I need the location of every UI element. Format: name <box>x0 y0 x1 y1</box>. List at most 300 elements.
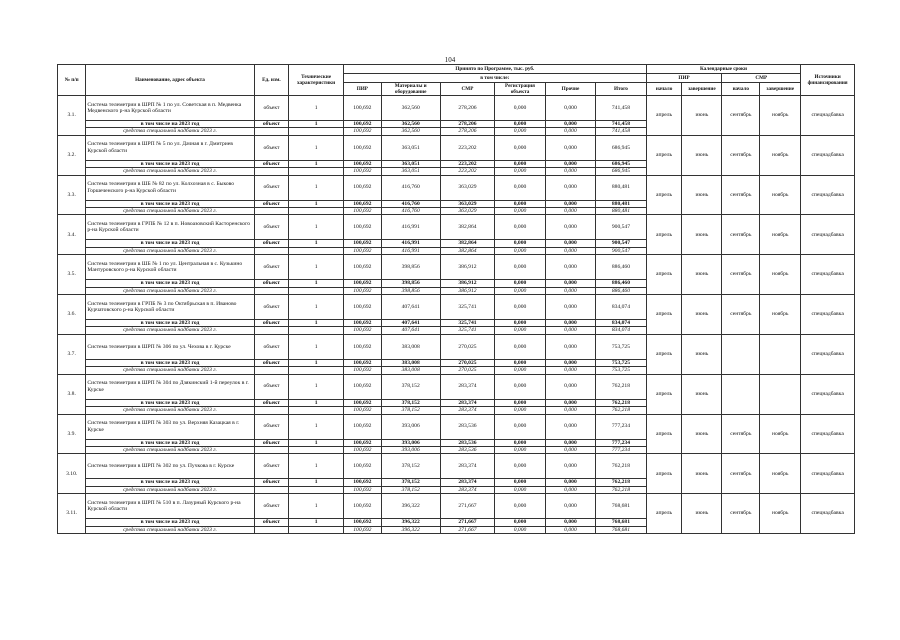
empty-cell <box>254 247 289 254</box>
subtotal-pir-value: 100,692 <box>343 359 381 366</box>
quantity-value: 1 <box>289 96 344 121</box>
special-allowance-label: средства специальной надбавки 2023 г. <box>86 486 254 493</box>
pir-start-value: апрель <box>646 454 682 494</box>
materials-value: 398,856 <box>381 255 440 280</box>
smr-end-value: ноябрь <box>760 414 801 454</box>
subtotal-total-value: 762,218 <box>596 399 647 406</box>
pir-start-value: апрель <box>646 135 682 175</box>
subtotal-registration-value: 0,000 <box>495 121 545 128</box>
total-value: 762,218 <box>596 374 647 399</box>
pir-value: 100,692 <box>343 255 381 280</box>
subtotal-materials-value: 393,006 <box>381 439 440 446</box>
unit-value: объект <box>254 320 289 327</box>
quantity-value: 1 <box>289 280 344 287</box>
subtotal-pir-value: 100,692 <box>343 200 381 207</box>
unit-value: объект <box>254 414 289 439</box>
unit-value: объект <box>254 160 289 167</box>
subtotal-registration-value: 0,000 <box>495 160 545 167</box>
subtotal-pir-value: 100,692 <box>343 240 381 247</box>
other-value: 0,000 <box>545 334 595 359</box>
total-value: 762,218 <box>596 454 647 479</box>
table-row <box>58 255 855 280</box>
subtotal-materials-value: 396,322 <box>381 519 440 526</box>
pir-start-value: апрель <box>646 414 682 454</box>
subtotal-label: в том числе на 2023 год <box>86 439 254 446</box>
special-other-value: 0,000 <box>545 168 595 175</box>
smr-start-value: сентябрь <box>722 255 760 295</box>
subtotal-materials-value: 416,991 <box>381 240 440 247</box>
subtotal-smr-value: 223,202 <box>440 160 495 167</box>
registration-value: 0,000 <box>495 494 545 519</box>
pir-value: 100,692 <box>343 414 381 439</box>
smr-start-value <box>722 334 760 374</box>
row-number: 3.10. <box>58 454 86 494</box>
empty-cell <box>289 247 344 254</box>
col-smr-end-header: завершение <box>760 83 801 96</box>
col-materials-header: Материалы и оборудование <box>381 83 440 96</box>
pir-value: 100,692 <box>343 215 381 240</box>
quantity-value: 1 <box>289 519 344 526</box>
empty-cell <box>289 486 344 493</box>
smr-value: 283,536 <box>440 414 495 439</box>
special-registration-value: 0,000 <box>495 327 545 334</box>
pir-end-value: июнь <box>682 374 722 414</box>
special-other-value: 0,000 <box>545 526 595 533</box>
funding-value: спецнадбавка <box>801 255 855 295</box>
col-tech-header: Технические характеристики <box>289 65 344 96</box>
pir-value: 100,692 <box>343 374 381 399</box>
unit-value: объект <box>254 200 289 207</box>
other-value: 0,000 <box>545 96 595 121</box>
empty-cell <box>254 526 289 533</box>
registration-value: 0,000 <box>495 334 545 359</box>
special-registration-value: 0,000 <box>495 247 545 254</box>
subtotal-smr-value: 382,864 <box>440 240 495 247</box>
special-other-value: 0,000 <box>545 247 595 254</box>
pir-value: 100,692 <box>343 334 381 359</box>
subtotal-other-value: 0,000 <box>545 359 595 366</box>
subtotal-smr-value: 363,029 <box>440 200 495 207</box>
special-pir-value: 100,692 <box>343 128 381 135</box>
special-smr-value: 271,667 <box>440 526 495 533</box>
quantity-value: 1 <box>289 454 344 479</box>
total-value: 834,074 <box>596 295 647 320</box>
special-allowance-label: средства специальной надбавки 2023 г. <box>86 327 254 334</box>
special-smr-value: 223,202 <box>440 168 495 175</box>
smr-start-value: сентябрь <box>722 135 760 175</box>
quantity-value: 1 <box>289 135 344 160</box>
table-row <box>58 215 855 240</box>
unit-value: объект <box>254 334 289 359</box>
subtotal-materials-value: 383,008 <box>381 359 440 366</box>
special-total-value: 741,458 <box>596 128 647 135</box>
unit-value: объект <box>254 255 289 280</box>
quantity-value: 1 <box>289 240 344 247</box>
materials-value: 396,322 <box>381 494 440 519</box>
pir-end-value: июнь <box>682 96 722 136</box>
special-materials-value: 407,641 <box>381 327 440 334</box>
empty-cell <box>254 367 289 374</box>
table-row <box>58 334 855 359</box>
funding-value: спецнадбавка <box>801 295 855 335</box>
pir-end-value: июнь <box>682 334 722 374</box>
pir-end-value: июнь <box>682 414 722 454</box>
special-total-value: 762,218 <box>596 486 647 493</box>
special-smr-value: 278,206 <box>440 128 495 135</box>
materials-value: 416,760 <box>381 175 440 200</box>
col-other-header: Прочие <box>545 83 595 96</box>
pir-start-value: апрель <box>646 295 682 335</box>
special-other-value: 0,000 <box>545 367 595 374</box>
pir-end-value: июнь <box>682 175 722 215</box>
table-row <box>58 175 855 200</box>
pir-end-value: июнь <box>682 295 722 335</box>
other-value: 0,000 <box>545 454 595 479</box>
smr-start-value: сентябрь <box>722 295 760 335</box>
special-pir-value: 100,692 <box>343 168 381 175</box>
row-number: 3.4. <box>58 215 86 255</box>
quantity-value: 1 <box>289 295 344 320</box>
subtotal-materials-value: 378,152 <box>381 479 440 486</box>
unit-value: объект <box>254 359 289 366</box>
subtotal-pir-value: 100,692 <box>343 160 381 167</box>
registration-value: 0,000 <box>495 215 545 240</box>
subtotal-materials-value: 398,856 <box>381 280 440 287</box>
materials-value: 393,006 <box>381 414 440 439</box>
table-row <box>58 374 855 399</box>
smr-end-value: ноябрь <box>760 494 801 534</box>
smr-start-value: сентябрь <box>722 215 760 255</box>
special-materials-value: 363,051 <box>381 168 440 175</box>
special-pir-value: 100,692 <box>343 526 381 533</box>
subtotal-label: в том числе на 2023 год <box>86 320 254 327</box>
pir-end-value: июнь <box>682 135 722 175</box>
object-name: Система телеметрии в ШБ № 1 по ул. Центральная в с. Кузькино Мантуровского р-на Курской области <box>86 255 254 280</box>
smr-start-value: сентябрь <box>722 494 760 534</box>
table-row <box>58 494 855 519</box>
subtotal-registration-value: 0,000 <box>495 200 545 207</box>
col-smr-start-header: начало <box>722 83 760 96</box>
special-materials-value: 416,991 <box>381 247 440 254</box>
subtotal-materials-value: 416,760 <box>381 200 440 207</box>
smr-value: 223,202 <box>440 135 495 160</box>
pir-end-value: июнь <box>682 494 722 534</box>
program-group-header: Принято по Программе, тыс. руб. <box>343 65 646 74</box>
object-name: Система телеметрии в ШРП № 303 по ул. Верхняя Казацкая в г. Курске <box>86 414 254 439</box>
special-total-value: 777,234 <box>596 446 647 453</box>
materials-value: 378,152 <box>381 374 440 399</box>
special-allowance-label: средства специальной надбавки 2023 г. <box>86 128 254 135</box>
empty-cell <box>289 287 344 294</box>
special-registration-value: 0,000 <box>495 208 545 215</box>
special-registration-value: 0,000 <box>495 367 545 374</box>
pir-value: 100,692 <box>343 135 381 160</box>
special-pir-value: 100,692 <box>343 247 381 254</box>
smr-start-value <box>722 374 760 414</box>
subtotal-pir-value: 100,692 <box>343 280 381 287</box>
empty-cell <box>289 526 344 533</box>
program-table-sheet <box>57 64 855 534</box>
special-smr-value: 325,741 <box>440 327 495 334</box>
empty-cell <box>254 486 289 493</box>
program-table <box>57 64 855 534</box>
registration-value: 0,000 <box>495 414 545 439</box>
subtotal-materials-value: 362,560 <box>381 121 440 128</box>
total-value: 753,725 <box>596 334 647 359</box>
row-number: 3.8. <box>58 374 86 414</box>
smr-end-value: ноябрь <box>760 255 801 295</box>
special-allowance-label: средства специальной надбавки 2023 г. <box>86 168 254 175</box>
special-total-value: 900,547 <box>596 247 647 254</box>
registration-value: 0,000 <box>495 96 545 121</box>
smr-end-value: ноябрь <box>760 175 801 215</box>
materials-value: 407,641 <box>381 295 440 320</box>
special-registration-value: 0,000 <box>495 407 545 414</box>
special-total-value: 834,074 <box>596 327 647 334</box>
col-total-header: Итого <box>596 83 647 96</box>
subtotal-materials-value: 407,641 <box>381 320 440 327</box>
row-number: 3.7. <box>58 334 86 374</box>
subtotal-total-value: 753,725 <box>596 359 647 366</box>
pir-start-value: апрель <box>646 255 682 295</box>
special-smr-value: 283,374 <box>440 407 495 414</box>
quantity-value: 1 <box>289 215 344 240</box>
special-total-value: 880,481 <box>596 208 647 215</box>
quantity-value: 1 <box>289 320 344 327</box>
special-allowance-label: средства специальной надбавки 2023 г. <box>86 407 254 414</box>
special-other-value: 0,000 <box>545 446 595 453</box>
special-smr-value: 363,029 <box>440 208 495 215</box>
sched-smr-header: СМР <box>722 74 801 83</box>
subtotal-registration-value: 0,000 <box>495 399 545 406</box>
smr-end-value: ноябрь <box>760 135 801 175</box>
unit-value: объект <box>254 96 289 121</box>
registration-value: 0,000 <box>495 175 545 200</box>
subtotal-other-value: 0,000 <box>545 519 595 526</box>
row-number: 3.11. <box>58 494 86 534</box>
special-registration-value: 0,000 <box>495 486 545 493</box>
object-name: Система телеметрии в ШРП № 510 в п. Лазурный Курского р-на Курской области <box>86 494 254 519</box>
materials-value: 416,991 <box>381 215 440 240</box>
empty-cell <box>289 446 344 453</box>
special-registration-value: 0,000 <box>495 446 545 453</box>
other-value: 0,000 <box>545 255 595 280</box>
special-allowance-label: средства специальной надбавки 2023 г. <box>86 287 254 294</box>
smr-value: 386,912 <box>440 255 495 280</box>
empty-cell <box>289 367 344 374</box>
subtotal-registration-value: 0,000 <box>495 519 545 526</box>
subtotal-label: в том числе на 2023 год <box>86 240 254 247</box>
subtotal-other-value: 0,000 <box>545 479 595 486</box>
object-name: Система телеметрии в ШРП № 306 по ул. Чехова в г. Курске <box>86 334 254 359</box>
quantity-value: 1 <box>289 255 344 280</box>
subtotal-other-value: 0,000 <box>545 160 595 167</box>
subtotal-other-value: 0,000 <box>545 439 595 446</box>
object-name: Система телеметрии в ШРП № 5 по ул. Дачная в г. Дмитриев Курской области <box>86 135 254 160</box>
special-smr-value: 283,374 <box>440 486 495 493</box>
unit-value: объект <box>254 135 289 160</box>
smr-value: 382,864 <box>440 215 495 240</box>
subtotal-label: в том числе на 2023 год <box>86 200 254 207</box>
col-registration-header: Регистрация объекта <box>495 83 545 96</box>
table-row <box>58 414 855 439</box>
empty-cell <box>254 327 289 334</box>
subtotal-registration-value: 0,000 <box>495 439 545 446</box>
special-allowance-label: средства специальной надбавки 2023 г. <box>86 208 254 215</box>
special-pir-value: 100,692 <box>343 327 381 334</box>
special-smr-value: 270,025 <box>440 367 495 374</box>
special-registration-value: 0,000 <box>495 526 545 533</box>
object-name: Система телеметрии в ШБ № 82 по ул. Колхозная в с. Быково Горшеченского р-на Курской области <box>86 175 254 200</box>
other-value: 0,000 <box>545 175 595 200</box>
pir-value: 100,692 <box>343 175 381 200</box>
subtotal-registration-value: 0,000 <box>495 240 545 247</box>
empty-cell <box>254 446 289 453</box>
subtotal-smr-value: 270,025 <box>440 359 495 366</box>
pir-end-value: июнь <box>682 215 722 255</box>
subtotal-total-value: 777,234 <box>596 439 647 446</box>
funding-value: спецнадбавка <box>801 334 855 374</box>
pir-value: 100,692 <box>343 96 381 121</box>
special-pir-value: 100,692 <box>343 208 381 215</box>
object-name: Система телеметрии в ШРП № 302 по ул. Пучкова в г. Курске <box>86 454 254 479</box>
subtotal-other-value: 0,000 <box>545 280 595 287</box>
smr-end-value: ноябрь <box>760 215 801 255</box>
special-materials-value: 378,152 <box>381 486 440 493</box>
row-number: 3.6. <box>58 295 86 335</box>
smr-value: 283,374 <box>440 454 495 479</box>
subtotal-smr-value: 283,374 <box>440 399 495 406</box>
subtotal-registration-value: 0,000 <box>495 359 545 366</box>
smr-value: 270,025 <box>440 334 495 359</box>
registration-value: 0,000 <box>495 454 545 479</box>
smr-value: 271,667 <box>440 494 495 519</box>
smr-end-value <box>760 374 801 414</box>
total-value: 686,945 <box>596 135 647 160</box>
special-materials-value: 416,760 <box>381 208 440 215</box>
smr-start-value: сентябрь <box>722 414 760 454</box>
smr-value: 278,206 <box>440 96 495 121</box>
total-value: 880,481 <box>596 175 647 200</box>
funding-value: спецнадбавка <box>801 494 855 534</box>
subtotal-pir-value: 100,692 <box>343 121 381 128</box>
smr-value: 363,029 <box>440 175 495 200</box>
table-row <box>58 295 855 320</box>
unit-value: объект <box>254 240 289 247</box>
empty-cell <box>254 168 289 175</box>
subtotal-total-value: 880,481 <box>596 200 647 207</box>
table-row <box>58 135 855 160</box>
funding-value: спецнадбавка <box>801 135 855 175</box>
special-other-value: 0,000 <box>545 287 595 294</box>
subtotal-pir-value: 100,692 <box>343 320 381 327</box>
sched-pir-header: ПИР <box>646 74 722 83</box>
unit-value: объект <box>254 215 289 240</box>
subtotal-smr-value: 283,536 <box>440 439 495 446</box>
col-pir-end-header: завершение <box>682 83 722 96</box>
unit-value: объект <box>254 295 289 320</box>
empty-cell <box>254 287 289 294</box>
other-value: 0,000 <box>545 414 595 439</box>
special-registration-value: 0,000 <box>495 168 545 175</box>
special-pir-value: 100,692 <box>343 446 381 453</box>
other-value: 0,000 <box>545 494 595 519</box>
special-registration-value: 0,000 <box>495 128 545 135</box>
unit-value: объект <box>254 280 289 287</box>
subtotal-registration-value: 0,000 <box>495 479 545 486</box>
quantity-value: 1 <box>289 175 344 200</box>
subtotal-total-value: 834,074 <box>596 320 647 327</box>
smr-end-value: ноябрь <box>760 96 801 136</box>
unit-value: объект <box>254 479 289 486</box>
row-number: 3.2. <box>58 135 86 175</box>
special-other-value: 0,000 <box>545 208 595 215</box>
empty-cell <box>289 168 344 175</box>
subtotal-pir-value: 100,692 <box>343 439 381 446</box>
funding-value: спецнадбавка <box>801 96 855 136</box>
pir-end-value: июнь <box>682 255 722 295</box>
special-allowance-label: средства специальной надбавки 2023 г. <box>86 247 254 254</box>
special-materials-value: 378,152 <box>381 407 440 414</box>
table-row <box>58 96 855 121</box>
other-value: 0,000 <box>545 295 595 320</box>
special-smr-value: 386,912 <box>440 287 495 294</box>
registration-value: 0,000 <box>495 295 545 320</box>
pir-start-value: апрель <box>646 96 682 136</box>
subtotal-label: в том числе на 2023 год <box>86 160 254 167</box>
subtotal-pir-value: 100,692 <box>343 399 381 406</box>
subtotal-label: в том числе на 2023 год <box>86 359 254 366</box>
materials-value: 383,008 <box>381 334 440 359</box>
subtotal-pir-value: 100,692 <box>343 519 381 526</box>
object-name: Система телеметрии в ШРП № 1 по ул. Советская в п. Медвенка Медвенского р-на Курской области <box>86 96 254 121</box>
total-value: 777,234 <box>596 414 647 439</box>
subtotal-other-value: 0,000 <box>545 200 595 207</box>
quantity-value: 1 <box>289 121 344 128</box>
special-materials-value: 398,856 <box>381 287 440 294</box>
subtotal-total-value: 762,218 <box>596 479 647 486</box>
empty-cell <box>289 407 344 414</box>
quantity-value: 1 <box>289 439 344 446</box>
unit-value: объект <box>254 439 289 446</box>
total-value: 886,460 <box>596 255 647 280</box>
subtotal-smr-value: 283,374 <box>440 479 495 486</box>
total-value: 741,458 <box>596 96 647 121</box>
schedule-group-header: Календарные сроки <box>646 65 801 74</box>
special-other-value: 0,000 <box>545 486 595 493</box>
special-materials-value: 393,006 <box>381 446 440 453</box>
empty-cell <box>254 407 289 414</box>
pir-start-value: апрель <box>646 494 682 534</box>
unit-value: объект <box>254 454 289 479</box>
subtotal-other-value: 0,000 <box>545 399 595 406</box>
special-smr-value: 382,864 <box>440 247 495 254</box>
unit-value: объект <box>254 374 289 399</box>
pir-start-value: апрель <box>646 175 682 215</box>
subtotal-other-value: 0,000 <box>545 320 595 327</box>
registration-value: 0,000 <box>495 374 545 399</box>
smr-end-value: ноябрь <box>760 454 801 494</box>
special-other-value: 0,000 <box>545 407 595 414</box>
subtotal-registration-value: 0,000 <box>495 320 545 327</box>
materials-value: 378,152 <box>381 454 440 479</box>
unit-value: объект <box>254 494 289 519</box>
quantity-value: 1 <box>289 359 344 366</box>
subtotal-total-value: 886,460 <box>596 280 647 287</box>
pir-value: 100,692 <box>343 295 381 320</box>
unit-value: объект <box>254 399 289 406</box>
subtotal-smr-value: 271,667 <box>440 519 495 526</box>
